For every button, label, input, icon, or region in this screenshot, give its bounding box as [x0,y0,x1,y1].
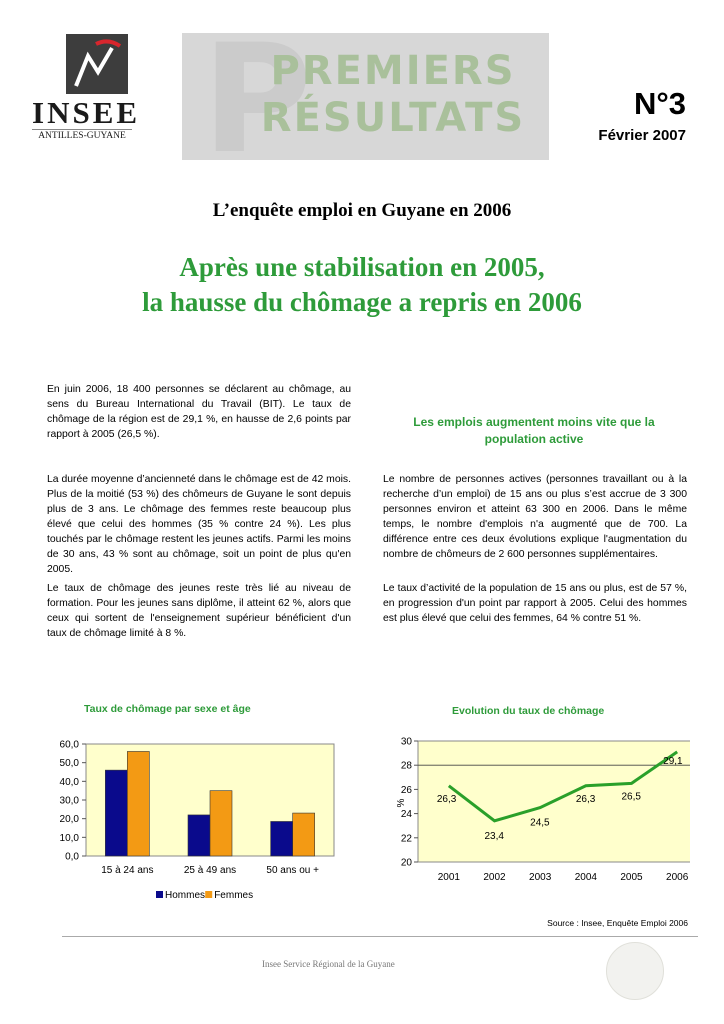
y-tick-label: 40,0 [59,776,79,788]
left-paragraph-3: Le taux de chômage des jeunes reste très lié au niveau de formation. Pour les jeunes sans diplôme, il atteint 62 %, alors que ceux qui sortent de l'enseignement supérieur bénéficient d'un taux de chômage limité à 8 %. [47,583,351,639]
left-paragraph-2: La durée moyenne d’ancienneté dans le chômage est de 42 mois. Plus de la moitié (53 %) des chômeurs de Guyane le sont depuis plus de 3 ans. Le chômage des femmes reste beaucoup plus élevé que celui des hommes (35 % contre 24 %). Les plus touchés par le chômage restent les jeunes actifs. Parmi les moins de 30 ans, 43 % sont au chômage, soit un point de plus qu'en 2005. [47,474,351,575]
y-axis-label: % [396,798,407,808]
y-tick-label: 26 [400,784,412,796]
issue-date: Février 2007 [598,127,686,144]
x-tick-label: 2006 [666,872,689,883]
bar-femmes [210,791,232,856]
data-label: 26,5 [621,791,641,803]
bar-chart [40,728,360,918]
y-tick-label: 20,0 [59,814,79,826]
y-tick-label: 0,0 [65,851,79,863]
x-tick-label: 2001 [437,872,460,883]
x-tick-label: 2005 [620,872,643,883]
legend-swatch [156,891,163,898]
svg-text:P: P [202,33,312,160]
banner-line2: RÉSULTATS [260,95,526,141]
y-tick-label: 20 [400,857,412,869]
line-chart-title: Evolution du taux de chômage [452,705,605,717]
right-paragraph-2: Le taux d’activité de la population de 15 ans ou plus, est de 57 %, en progression d'un point par rapport à 2005. Celui des hommes est plus élevé que celui des femmes, 64 % contre 51 %. [383,583,687,624]
banner-line1: PREMIERS [270,48,516,94]
data-label: 29,1 [663,755,683,767]
data-label: 26,3 [436,793,457,805]
x-tick-label: 2003 [529,872,552,883]
logo-subtitle: ANTILLES-GUYANE [32,129,132,141]
y-tick-label: 28 [400,760,412,772]
issue-number: N°3 [633,86,686,121]
y-tick-label: 24 [400,809,412,821]
right-paragraph-1: Le nombre de personnes actives (personnes travaillant ou à la recherche d’un emploi) de 15 ans ou plus s’est accrue de 3 300 personnes environ et atteint 63 300 en 2006. Dans le même temps, le nombre d'emplois n'a augmenté que de 700. La différence entre ces deux évolutions explique l'augmentation du nombre de chômeurs de 2 600 personnes supplémentaires. [383,474,687,560]
bar-femmes [293,813,315,856]
y-tick-label: 30 [400,736,412,748]
y-tick-label: 30,0 [59,795,79,807]
x-tick-label: 2002 [483,872,506,883]
source-note: Source : Insee, Enquête Emploi 2006 [547,918,688,928]
legend-swatch [205,891,212,898]
left-paragraph-1: En juin 2006, 18 400 personnes se déclarent au chômage, au sens du Bureau International du Travail (BIT). Le taux de chômage de la région est de 29,1 %, en hausse de 2,6 points par rapport à 2005 (26,5 %). [47,384,351,440]
y-tick-label: 22 [400,833,412,845]
bar-hommes [105,770,127,856]
y-tick-label: 60,0 [59,739,79,751]
bar-hommes [271,821,293,856]
bar-hommes [188,815,210,856]
section-title: Les emplois augmentent moins vite que la population active [413,415,655,446]
subtitle: L’enquête emploi en Guyane en 2006 [212,200,512,221]
legend-label: Hommes [165,890,206,901]
x-tick-label: 2004 [574,872,597,883]
legend-label: Femmes [214,890,254,901]
y-tick-label: 10,0 [59,832,79,844]
x-tick-label: 50 ans ou + [266,865,319,876]
bar-femmes [127,751,149,856]
y-tick-label: 50,0 [59,758,79,770]
guyane-map-icon [606,942,664,1000]
bar-chart-title: Taux de chômage par sexe et âge [84,703,251,715]
x-tick-label: 15 à 24 ans [101,865,154,876]
x-tick-label: 25 à 49 ans [183,865,237,876]
headline-line2: la hausse du chômage a repris en 2006 [142,287,582,317]
footer-text: Insee Service Régional de la Guyane [262,959,395,969]
data-label: 24,5 [530,817,550,829]
line-chart [380,730,690,890]
logo-text: INSEE [32,95,141,130]
headline-line1: Après une stabilisation en 2005, [179,252,545,282]
data-label: 23,4 [484,830,504,842]
footer-divider [62,936,698,937]
insee-logo-emblem [66,34,128,94]
data-label: 26,3 [575,793,596,805]
